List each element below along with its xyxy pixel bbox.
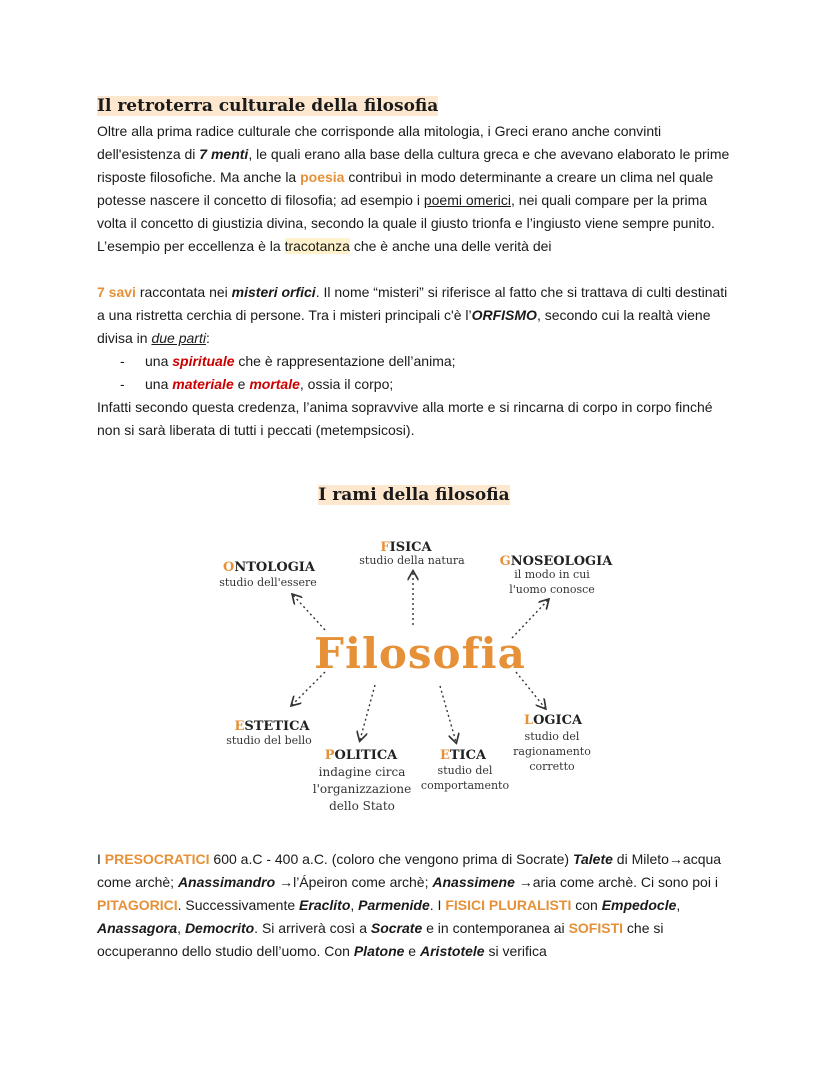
branch-fisica-title bbox=[380, 540, 432, 555]
text: raccontata nei bbox=[135, 284, 232, 300]
text: . Successivamente bbox=[177, 897, 300, 913]
section-title-text: I rami della filosofia bbox=[318, 485, 510, 505]
text: con bbox=[571, 897, 602, 913]
name-democrito: Democrito bbox=[184, 920, 255, 936]
paragraph-misteri bbox=[97, 281, 737, 350]
dash: - bbox=[120, 353, 125, 369]
term-poesia: poesia bbox=[300, 169, 345, 185]
term-fisici-pluralisti: FISICI PLURALISTI bbox=[445, 897, 572, 913]
branch-ontologia-desc: studio dell'essere bbox=[219, 576, 317, 589]
paragraph-intro bbox=[97, 120, 737, 258]
text: →aria come archè. Ci sono poi i bbox=[514, 874, 718, 890]
text: . Si arriverà così a bbox=[254, 920, 371, 936]
rest: STETICA bbox=[244, 719, 310, 734]
text: di Mileto→acqua come archè; bbox=[97, 851, 722, 890]
branch-estetica-desc: studio del bello bbox=[226, 734, 312, 747]
text: I bbox=[97, 851, 105, 867]
branch-logica-desc: ragionamento bbox=[513, 745, 591, 758]
branch-gnoseologia-desc: il modo in cui bbox=[514, 568, 590, 581]
text: , ossia il corpo; bbox=[299, 376, 394, 392]
name-platone: Platone bbox=[353, 943, 405, 959]
term-poemi-omerici: poemi omerici bbox=[423, 192, 511, 208]
paragraph-metempsicosi: Infatti secondo questa credenza, l’anima sopravvive alla morte e si rincarna di corpo in corpo finché non si sarà liberata di tutti i peccati (metempsicosi). bbox=[97, 399, 713, 438]
branch-politica-desc: l'organizzazione bbox=[312, 782, 412, 796]
initial: F bbox=[380, 540, 390, 555]
text: , bbox=[350, 897, 359, 913]
rest: OGICA bbox=[533, 713, 583, 728]
arrow-ontologia bbox=[293, 595, 325, 630]
branch-gnoseologia-desc: l'uomo conosce bbox=[509, 583, 595, 596]
term-pitagorici: PITAGORICI bbox=[97, 897, 178, 913]
text: una bbox=[145, 376, 173, 392]
name-anassimene: Anassimene bbox=[432, 874, 515, 890]
text: , bbox=[676, 897, 681, 913]
name-anassimandro: Anassimandro bbox=[177, 874, 276, 890]
initial: E bbox=[234, 719, 245, 734]
text: Oltre alla prima radice culturale che corrisponde alla mitologia, i Greci erano anche convinti dell'esistenza di bbox=[97, 123, 662, 162]
text: , nei quali compare per la prima volta il concetto di giustizia divina, secondo la quale il giusto trionfa e l’ingiusto viene sempre punito. L’esempio per eccellenza è la bbox=[97, 192, 715, 254]
name-anassagora: Anassagora bbox=[97, 920, 178, 936]
text: che è rappresentazione dell’anima; bbox=[234, 353, 456, 369]
rest: TICA bbox=[449, 748, 487, 763]
rest: NTOLOGIA bbox=[234, 560, 315, 575]
branch-gnoseologia-title bbox=[500, 554, 614, 569]
initial: G bbox=[499, 554, 511, 569]
text: , bbox=[177, 920, 185, 936]
term-mortale: mortale bbox=[249, 376, 300, 392]
term-tracotanza: tracotanza bbox=[284, 238, 350, 254]
text: si verifica bbox=[484, 943, 547, 959]
branch-fisica-desc: studio della natura bbox=[359, 554, 465, 567]
text: e bbox=[233, 376, 250, 392]
name-aristotele: Aristotele bbox=[420, 943, 485, 959]
text: e in contemporanea ai bbox=[422, 920, 569, 936]
section-title-retroterra bbox=[97, 95, 438, 117]
bullet-list bbox=[97, 350, 737, 396]
term-7-savi: 7 savi bbox=[97, 284, 136, 300]
initial: L bbox=[523, 713, 534, 728]
name-socrate: Socrate bbox=[370, 920, 423, 936]
branch-politica-title bbox=[325, 748, 398, 763]
branch-politica-desc: indagine circa bbox=[318, 765, 406, 779]
paragraph-presocratici bbox=[97, 848, 737, 963]
center-filosofia: Filosofia bbox=[314, 629, 526, 678]
section-title-text: Il retroterra culturale della filosofia bbox=[97, 96, 439, 116]
rest: NOSEOLOGIA bbox=[510, 554, 613, 569]
list-item bbox=[97, 350, 737, 373]
text: che è anche una delle verità dei bbox=[349, 238, 552, 254]
section-title-rami bbox=[0, 484, 828, 506]
rest: ISICA bbox=[389, 540, 432, 555]
text: , secondo cui la realtà viene divisa in bbox=[97, 307, 711, 346]
term-sofisti: SOFISTI bbox=[568, 920, 624, 936]
name-eraclito: Eraclito bbox=[299, 897, 351, 913]
name-parmenide: Parmenide bbox=[358, 897, 430, 913]
text: , le quali erano alla base della cultura greca e che avevano elaborato le prime risposte filosofiche. Ma anche la bbox=[97, 146, 730, 185]
arrow-etica bbox=[440, 686, 456, 742]
initial: E bbox=[439, 748, 450, 763]
branch-etica-title bbox=[440, 748, 487, 763]
term-orfismo: ORFISMO bbox=[471, 307, 537, 323]
branch-politica-desc: dello Stato bbox=[329, 799, 395, 813]
name-talete: Talete bbox=[572, 851, 613, 867]
text: contribuì in modo determinante a creare un clima nel quale potesse nascere il concetto di filosofia; ad esempio i bbox=[97, 169, 714, 208]
branch-etica-desc: comportamento bbox=[420, 779, 510, 792]
initial: P bbox=[324, 748, 335, 763]
name-empedocle: Empedocle bbox=[601, 897, 677, 913]
term-misteri-orfici: misteri orfici bbox=[231, 284, 316, 300]
text: 600 a.C - 400 a.C. (coloro che vengono prima di Socrate) bbox=[209, 851, 573, 867]
term-7-menti: 7 menti bbox=[199, 146, 249, 162]
branch-estetica-title bbox=[234, 719, 310, 734]
text: che si occuperanno dello studio dell’uomo. Con bbox=[97, 920, 664, 959]
text: . Il nome “misteri” si riferisce al fatto che si trattava di culti destinati a una ristretta cerchia di persone. Tra i misteri principali c'è l’ bbox=[97, 284, 728, 323]
text: una bbox=[145, 353, 173, 369]
text: e bbox=[404, 943, 420, 959]
text: : bbox=[205, 330, 210, 346]
list-item bbox=[97, 373, 737, 396]
term-spirituale: spirituale bbox=[172, 353, 235, 369]
rest: OLITICA bbox=[334, 748, 398, 763]
term-due-parti: due parti bbox=[151, 330, 206, 346]
text: . I bbox=[429, 897, 446, 913]
dash: - bbox=[120, 376, 125, 392]
initial: O bbox=[223, 560, 235, 575]
text: →l’Ápeiron come archè; bbox=[275, 874, 433, 890]
philosophy-diagram bbox=[0, 520, 828, 850]
branch-ontologia-title bbox=[223, 560, 316, 575]
term-materiale: materiale bbox=[172, 376, 234, 392]
branch-logica-desc: studio del bbox=[524, 730, 580, 743]
arrow-politica bbox=[360, 685, 375, 740]
branch-logica-title bbox=[524, 713, 583, 728]
branch-etica-desc: studio del bbox=[437, 764, 493, 777]
branch-logica-desc: corretto bbox=[529, 760, 575, 773]
term-presocratici: PRESOCRATICI bbox=[104, 851, 210, 867]
